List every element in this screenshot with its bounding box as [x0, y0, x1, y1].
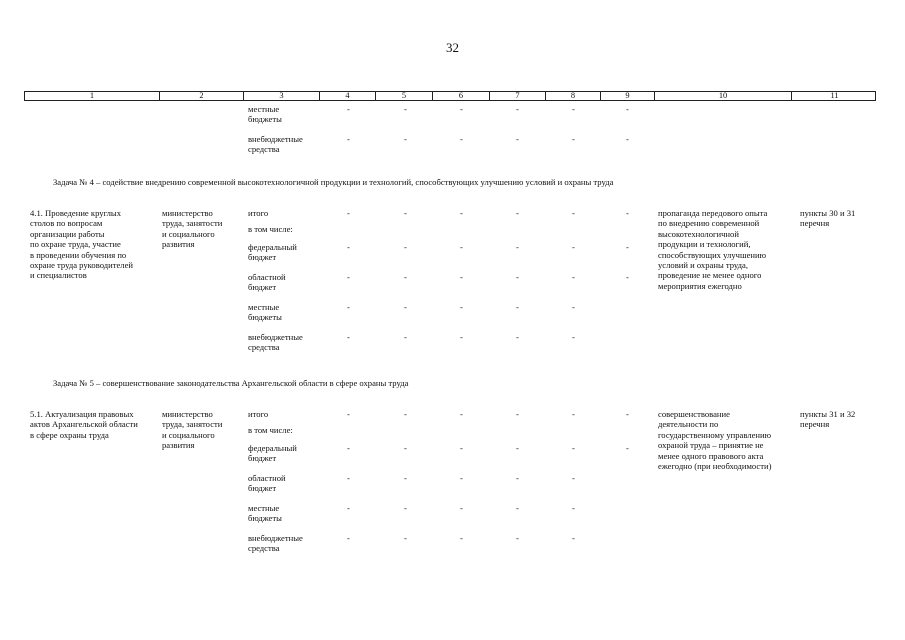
- top-row-label-0-line: местные: [248, 104, 280, 114]
- task4-activity-line: по охране труда, участие: [30, 239, 121, 250]
- task5-row-5-value-col-6: -: [460, 533, 463, 543]
- task5-executor-line: развития: [162, 440, 195, 451]
- task5-result: [658, 409, 771, 471]
- header-col-9: 9: [601, 92, 655, 100]
- task5-row-3-value-col-7: -: [516, 473, 519, 483]
- task4-row-5-value-col-6: -: [460, 332, 463, 342]
- task5-activity-line: 5.1. Актуализация правовых: [30, 409, 134, 419]
- task4-row-2-value-col-5: -: [404, 242, 407, 252]
- task4-row-label-0-line: итого: [248, 208, 269, 218]
- task5-title: Задача № 5 – совершенствование законодательства Архангельской области в сфере охраны труда: [53, 378, 409, 388]
- task4-row-4-value-col-8: -: [572, 302, 575, 312]
- task4-reference-line: перечня: [800, 218, 830, 229]
- task4-row-0-value-col-8: -: [572, 208, 575, 218]
- task5-result-line: охраной труда – принятие не: [658, 440, 764, 451]
- task4-row-label-4-line: бюджеты: [248, 312, 282, 323]
- task5-row-2-value-col-6: -: [460, 443, 463, 453]
- task4-row-3-value-col-7: -: [516, 272, 519, 282]
- header-col-10: 10: [655, 92, 792, 100]
- task5-executor: [162, 409, 222, 451]
- task5-row-label-0: [248, 409, 268, 419]
- top-row-label-1: [248, 134, 303, 155]
- task4-result-line: способствующих улучшению: [658, 249, 766, 260]
- task5-row-0-value-col-8: -: [572, 409, 575, 419]
- task4-row-label-0: [248, 208, 268, 218]
- task5-row-0-value-col-4: -: [347, 409, 350, 419]
- task5-row-label-1: [248, 425, 293, 435]
- task4-row-3-value-col-9: -: [626, 272, 629, 282]
- task5-row-2-value-col-9: -: [626, 443, 629, 453]
- top-row-0-value-col-8: -: [572, 104, 575, 114]
- header-col-1: 1: [25, 92, 160, 100]
- task4-row-label-5: [248, 332, 303, 353]
- task4-row-label-2-line: федеральный: [248, 242, 297, 252]
- task5-activity-line: в сфере охраны труда: [30, 429, 109, 440]
- task4-executor-line: труда, занятости: [162, 218, 223, 229]
- task5-row-label-4: [248, 503, 282, 524]
- task5-row-3-value-col-8: -: [572, 473, 575, 483]
- task4-row-label-5-line: внебюджетные: [248, 332, 303, 342]
- task5-row-label-2-line: федеральный: [248, 443, 297, 453]
- task5-row-4-value-col-8: -: [572, 503, 575, 513]
- task4-result-line: условий и охраны труда,: [658, 260, 748, 271]
- top-row-label-1-line: средства: [248, 144, 280, 155]
- task4-row-5-value-col-7: -: [516, 332, 519, 342]
- task5-row-label-2-line: бюджет: [248, 453, 277, 464]
- task4-row-0-value-col-7: -: [516, 208, 519, 218]
- task5-reference: [800, 409, 855, 430]
- top-row-label-1-line: внебюджетные: [248, 134, 303, 144]
- table-header-row: [24, 91, 876, 101]
- top-row-1-value-col-9: -: [626, 134, 629, 144]
- task5-row-3-value-col-6: -: [460, 473, 463, 483]
- task4-row-2-value-col-6: -: [460, 242, 463, 252]
- task5-row-label-0-line: итого: [248, 409, 269, 419]
- task5-reference-line: пункты 31 и 32: [800, 409, 856, 419]
- task5-reference-line: перечня: [800, 419, 830, 430]
- task4-result-line: по внедрению современной: [658, 218, 760, 229]
- task5-row-3-value-col-5: -: [404, 473, 407, 483]
- task5-result-line: совершенствование: [658, 409, 730, 419]
- task4-activity: [30, 208, 133, 281]
- task5-row-label-4-line: бюджеты: [248, 513, 282, 524]
- task5-row-2-value-col-7: -: [516, 443, 519, 453]
- task4-row-label-4: [248, 302, 282, 323]
- task4-row-4-value-col-7: -: [516, 302, 519, 312]
- task5-row-0-value-col-5: -: [404, 409, 407, 419]
- task5-row-label-2: [248, 443, 297, 464]
- task4-result-line: проведение не менее одного: [658, 270, 762, 281]
- task4-row-0-value-col-4: -: [347, 208, 350, 218]
- task4-row-label-1: [248, 224, 293, 234]
- task5-result-line: менее одного правового акта: [658, 450, 764, 461]
- task4-row-2-value-col-8: -: [572, 242, 575, 252]
- task4-row-label-3-line: бюджет: [248, 282, 277, 293]
- task5-row-5-value-col-8: -: [572, 533, 575, 543]
- task4-row-2-value-col-7: -: [516, 242, 519, 252]
- task5-row-label-5-line: внебюджетные: [248, 533, 303, 543]
- header-col-11: 11: [830, 91, 839, 100]
- task4-result: [658, 208, 767, 291]
- task4-row-0-value-col-5: -: [404, 208, 407, 218]
- task4-row-label-2: [248, 242, 297, 263]
- header-col-8: 8: [546, 92, 601, 100]
- task4-row-5-value-col-5: -: [404, 332, 407, 342]
- top-row-1-value-col-6: -: [460, 134, 463, 144]
- top-row-label-0: [248, 104, 282, 125]
- task4-row-5-value-col-4: -: [347, 332, 350, 342]
- task4-result-line: мероприятия ежегодно: [658, 280, 742, 291]
- top-row-1-value-col-4: -: [347, 134, 350, 144]
- header-col-4: 4: [320, 92, 376, 100]
- task5-result-line: ежегодно (при необходимости): [658, 461, 772, 472]
- top-row-0-value-col-4: -: [347, 104, 350, 114]
- task5-executor-line: министерство: [162, 409, 213, 419]
- task5-row-4-value-col-7: -: [516, 503, 519, 513]
- task5-activity: [30, 409, 138, 440]
- task4-reference-line: пункты 30 и 31: [800, 208, 856, 218]
- task4-row-5-value-col-8: -: [572, 332, 575, 342]
- header-col-6: 6: [433, 92, 490, 100]
- header-col-3: 3: [244, 92, 320, 100]
- header-col-2: 2: [160, 92, 244, 100]
- task5-row-2-value-col-5: -: [404, 443, 407, 453]
- top-row-0-value-col-7: -: [516, 104, 519, 114]
- task4-reference: [800, 208, 855, 229]
- task4-activity-line: организации работы: [30, 228, 105, 239]
- task4-title: Задача № 4 – содействие внедрению современной высокотехнологичной продукции и технологий, способствующих улучшению условий и охраны труда: [53, 177, 614, 187]
- task5-result-line: государственному управлению: [658, 429, 772, 440]
- task4-row-0-value-col-9: -: [626, 208, 629, 218]
- task5-row-2-value-col-4: -: [347, 443, 350, 453]
- task4-executor-line: развития: [162, 239, 195, 250]
- task5-result-line: деятельности по: [658, 419, 719, 430]
- top-row-1-value-col-8: -: [572, 134, 575, 144]
- top-row-0-value-col-5: -: [404, 104, 407, 114]
- top-row-0-value-col-6: -: [460, 104, 463, 114]
- task4-row-3-value-col-4: -: [347, 272, 350, 282]
- task5-row-label-1-line: в том числе:: [248, 425, 293, 435]
- task4-row-3-value-col-8: -: [572, 272, 575, 282]
- task4-activity-line: в проведении обучения по: [30, 249, 127, 260]
- header-col-7: 7: [490, 92, 546, 100]
- task4-row-label-3-line: областной: [248, 272, 286, 282]
- task4-row-0-value-col-6: -: [460, 208, 463, 218]
- task5-executor-line: и социального: [162, 429, 215, 440]
- task5-row-label-4-line: местные: [248, 503, 280, 513]
- task5-row-0-value-col-7: -: [516, 409, 519, 419]
- task5-row-label-5-line: средства: [248, 543, 280, 554]
- task5-row-0-value-col-9: -: [626, 409, 629, 419]
- task4-activity-line: 4.1. Проведение круглых: [30, 208, 121, 218]
- task5-row-2-value-col-8: -: [572, 443, 575, 453]
- top-row-1-value-col-5: -: [404, 134, 407, 144]
- task4-result-line: продукции и технологий,: [658, 239, 751, 250]
- task5-row-0-value-col-6: -: [460, 409, 463, 419]
- task4-result-line: пропаганда передового опыта: [658, 208, 768, 218]
- task4-row-3-value-col-6: -: [460, 272, 463, 282]
- task4-row-label-4-line: местные: [248, 302, 280, 312]
- page-number: 32: [446, 40, 459, 55]
- task5-activity-line: актов Архангельской области: [30, 419, 138, 430]
- top-row-0-value-col-9: -: [626, 104, 629, 114]
- task4-activity-line: и специалистов: [30, 270, 87, 281]
- task5-row-5-value-col-4: -: [347, 533, 350, 543]
- task4-row-label-2-line: бюджет: [248, 252, 277, 263]
- task5-row-label-3-line: областной: [248, 473, 286, 483]
- task5-row-5-value-col-7: -: [516, 533, 519, 543]
- task4-executor-line: министерство: [162, 208, 213, 218]
- task5-row-4-value-col-4: -: [347, 503, 350, 513]
- task4-row-4-value-col-5: -: [404, 302, 407, 312]
- header-col-5: 5: [376, 92, 433, 100]
- task5-row-4-value-col-5: -: [404, 503, 407, 513]
- task5-row-label-5: [248, 533, 303, 554]
- task4-row-2-value-col-4: -: [347, 242, 350, 252]
- top-row-1-value-col-7: -: [516, 134, 519, 144]
- task5-row-label-3: [248, 473, 286, 494]
- task4-row-label-1-line: в том числе:: [248, 224, 293, 234]
- task4-executor: [162, 208, 222, 250]
- task5-executor-line: труда, занятости: [162, 419, 223, 430]
- task4-row-4-value-col-4: -: [347, 302, 350, 312]
- task4-result-line: высокотехнологичной: [658, 228, 739, 239]
- task4-row-label-3: [248, 272, 286, 293]
- task5-row-3-value-col-4: -: [347, 473, 350, 483]
- task4-row-4-value-col-6: -: [460, 302, 463, 312]
- task4-row-2-value-col-9: -: [626, 242, 629, 252]
- task5-row-4-value-col-6: -: [460, 503, 463, 513]
- task4-activity-line: охране труда руководителей: [30, 260, 133, 271]
- task4-row-3-value-col-5: -: [404, 272, 407, 282]
- task4-activity-line: столов по вопросам: [30, 218, 103, 229]
- top-row-label-0-line: бюджеты: [248, 114, 282, 125]
- task5-row-5-value-col-5: -: [404, 533, 407, 543]
- task5-row-label-3-line: бюджет: [248, 483, 277, 494]
- task4-row-label-5-line: средства: [248, 342, 280, 353]
- task4-executor-line: и социального: [162, 228, 215, 239]
